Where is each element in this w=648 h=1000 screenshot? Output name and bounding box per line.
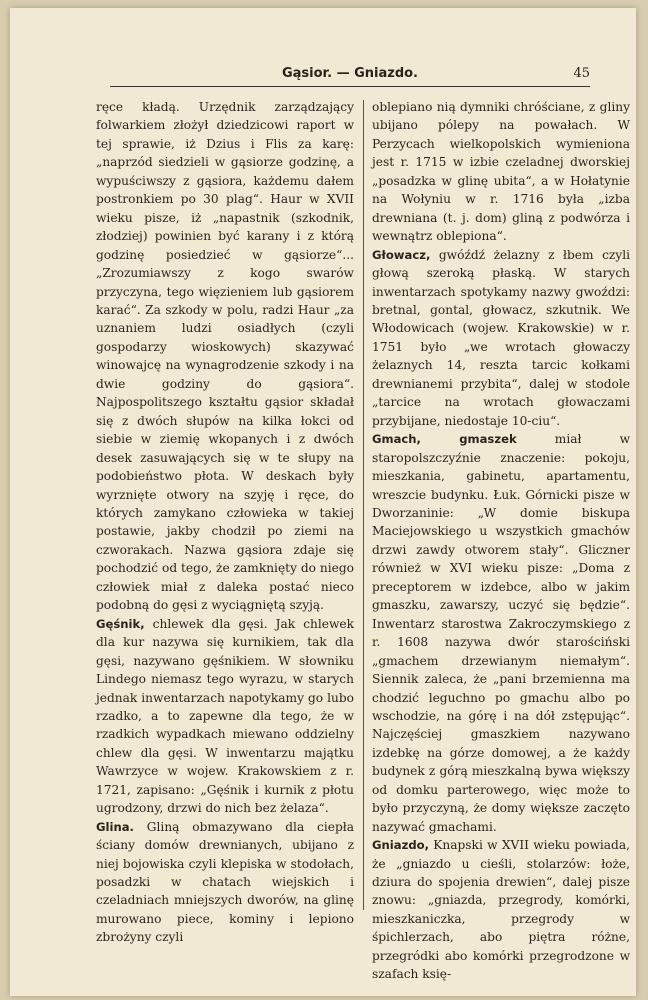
page-number: 45	[573, 66, 590, 81]
running-head: Gąsior. — Gniazdo.	[281, 66, 418, 81]
entry-glowacz	[372, 246, 630, 431]
gesnik-text: chlewek dla gęsi. Jak chlewek dla kur nazywa się kurnikiem, tak dla gęsi, nazywano gęśnikiem. W słowniku Lindego niemasz tego wyrazu, w starych jednak inwentarzach napotykamy go lubo rzadko, a to zapewne dla tego, że w rzadkich wypadkach miewano oddzielny chlew dla gęsi. W inwentarzu majątku Wawrzyce w wojew. Krakowskiem z r. 1721, zapisano: „Gęśnik i kurnik z płotu ugrodzony, drzwi do nich bez żelaza“.	[96, 616, 355, 816]
paragraph-glina-cont	[372, 98, 630, 246]
page-header	[110, 64, 590, 87]
entry-head-glowacz: Głowacz,	[372, 247, 431, 262]
left-column	[96, 98, 354, 947]
glowacz-text: gwóźdź żelazny z łbem czyli głową szeroką płaską. W starych inwentarzach spotykamy nazwy gwoździ: bretnal, gontal, głowacz, szkutnik. We Włodowicach (wojew. Krakowskie) w r. 1751 było „we wrotach głowaczy żelaznych 14, reszta tarcic kołkami drewnianemi przybita“, dalej w stodole „tarcice na wrotach głowaczami przybijane, niedostaje 10-ciu“.	[372, 247, 630, 428]
entry-head-gmach: Gmach, gmaszek	[372, 432, 517, 447]
gniazdo-text: Knapski w XVII wieku powiada, że „gniazdo u cieśli, stolarzów: łoże, dziura do spojenia drewien“, dalej pisze znowu: „gniazda, przegrody, komórki, mieszkaniczka, przegrody w śpichlerzach, abo piętra różne, przegródki abo komórki przegrodzone w szafach księ-	[372, 838, 630, 982]
entry-glina	[96, 818, 354, 947]
entry-gniazdo	[372, 836, 630, 984]
entry-gesnik	[96, 615, 354, 818]
entry-head-glina: Glina.	[96, 819, 134, 834]
glina-text: Gliną obmazywano dla ciepła ściany domów drewnianych, ubijano z niej bojowiska czyli klepiska w stodołach, posadzki w chatach wiejskich i czeladniach mniejszych dworów, na glinę murowano piece, kominy i lepiono zbrożyny czyli	[96, 819, 355, 945]
entry-head-gniazdo: Gniazdo,	[372, 838, 429, 853]
gmach-text: miał w staropolszczyźnie znaczenie: pokoju, mieszkania, gabinetu, apartamentu, wreszcie budynku. Łuk. Górnicki pisze w Dworzaninie: „W domie biskupa Maciejowskiego u wszystkich gmachów drzwi zawdy otworem stały“. Gliczner również w XVI wieku pisze: „Doma z preceptorem w izdebce, albo w jakim gmaszku, zawarszy, uczyć się będzie“. Inwentarz starostwa Zakroczymskiego z r. 1608 nazywa dwór starościński „gmachem drzewianym niemałym“. Siennik zaleca, że „pani brzemienna ma chodzić leguchno po gmachu albo po wschodzie, na górę i na dół zstępując“. Najczęściej gmaszkiem nazywano izdebkę na górze domowej, a że każdy budynek z górą mieszkalną bywa większy od domku parterowego, więc może to było przyczyną, że domy większe zaczęto nazywać gmachami.	[372, 432, 630, 834]
glina-cont-text: oblepiano nią dymniki chróściane, z gliny ubijano pólepy na powałach. W Perzycach wielkopolskich wymieniona jest r. 1715 w izbie czeladnej dworskiej „posadzka w glinę ubita“, a w Hołatynie na Wołyniu w r. 1716 była „izba drewniana (t. j. dom) gliną z podwórza i wewnątrz oblepiona“.	[372, 100, 630, 244]
book-page	[10, 8, 636, 996]
paragraph-gasior	[96, 98, 354, 615]
right-column	[372, 98, 630, 984]
entry-head-gesnik: Gęśnik,	[96, 616, 145, 631]
column-divider	[363, 100, 364, 910]
gasior-text: ręce kładą. Urzędnik zarządzający folwarkiem złożył dziedzicowi raport w tej sprawie, iż Dzius i Flis za karę: „naprzód siedzieli w gąsiorze godzinę, a wypuściwszy z gąsiora, każdemu dałem postronkiem po 30 plag“. Haur w XVII wieku pisze, iż „napastnik (szkodnik, złodziej) powinien być karany i z którą godzinę posiedzieć w gąsiorze“... „Zrozumiawszy z kogo swarów przyczyna, tego więzieniem lub gąsiorem karać“. Za szkody w polu, radzi Haur „za uznaniem ludzi osiadłych (czyli gospodarzy wioskowych) skazywać winowajcę na wynagrodzenie szkody i na dwie godziny do gąsiora“. Najpospolitszego kształtu gąsior składał się z dwóch słupów na kilka łokci od siebie w ziemię wkopanych i z dwóch desek zasuwających się w te słupy na podobieństwo płota. W deskach były wyrznięte otwory na szyję i ręce, do których zamykano człowieka w takiej postawie, jakby chodził po ziemi na czworakach. Nazwa gąsiora zdaje się pochodzić od tego, że zamknięty do niego człowiek miał z daleka postać nieco podobną do gęsi z wyciągniętą szyją.	[96, 100, 354, 613]
entry-gmach	[372, 430, 630, 836]
